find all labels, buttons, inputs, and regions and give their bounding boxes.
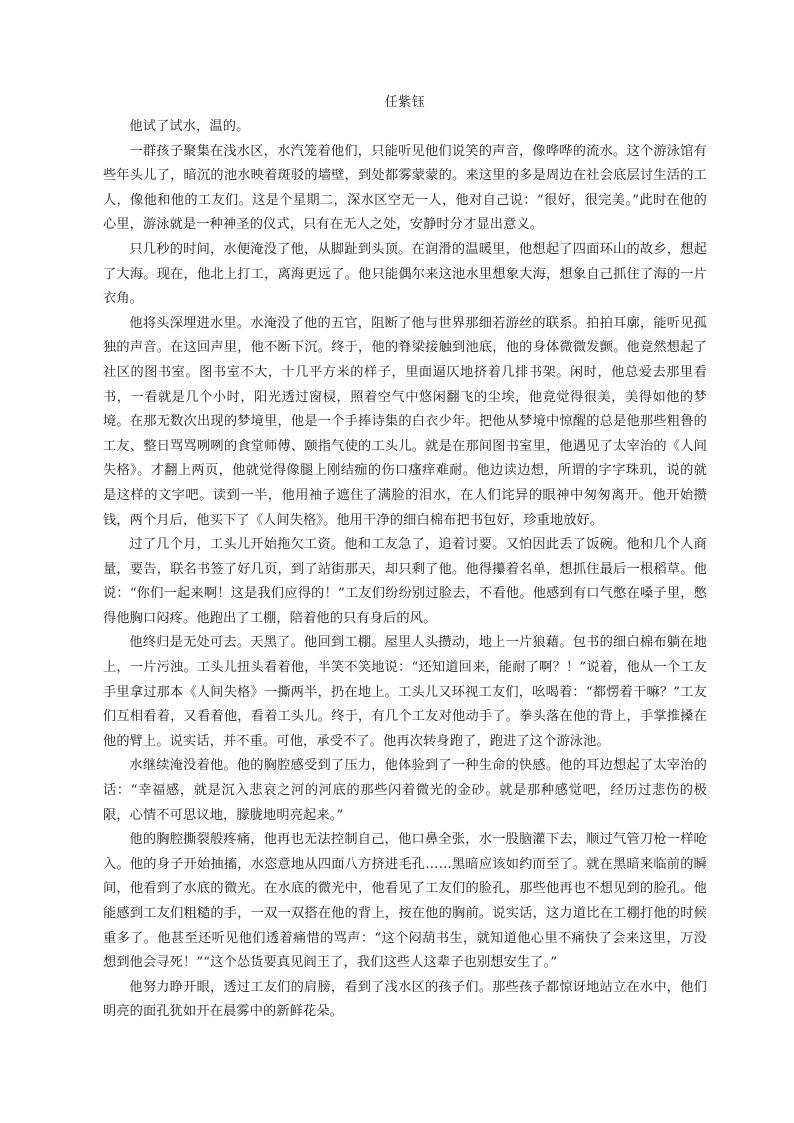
article-body (103, 93, 707, 1025)
paragraph-4: 他将头深埋进水里。水淹没了他的五官，阻断了他与世界那细若游丝的联系。拍拍耳廓，能听见孤独的声音。在这回声里，他不断下沉。终于，他的脊梁接触到池底，他的身体微微发颤。他竟然想起了社区的图书室。图书室不大，十几平方米的样子，里面逼仄地挤着几排书架。闲时，他总爱去那里看书，一看就是几个小时，阳光透过窗棂，照着空气中悠闲翻飞的尘埃，他竟觉得很美，美得如他的梦境。在那无数次出现的梦境里，他是一个手捧诗集的白衣少年。把他从梦境中惊醒的总是他那些粗鲁的工友、整日骂骂咧咧的食堂师傅、颐指气使的工头儿。就是在那间图书室里，他遇见了太宰治的《人间失格》。才翻上两页，他就觉得像腿上刚结痂的伤口瘙痒难耐。他边读边想，所谓的字字珠玑，说的就是这样的文字吧。读到一半，他用袖子遮住了满脸的泪水，在人们诧异的眼神中匆匆离开。他开始攒钱，两个月后，他买下了《人间失格》。他用干净的细白棉布把书包好，珍重地放好。 (103, 315, 707, 528)
paragraph-6: 他终归是无处可去。天黑了。他回到工棚。屋里人头攒动，地上一片狼藉。包书的细白棉布躺在地上，一片污浊。工头儿扭头看着他，半笑不笑地说：“还知道回来，能耐了啊？！”说着，他从一个工友手里拿过那本《人间失格》一撕两半，扔在地上。工头儿又环视工友们，吆喝着：“都愣着干嘛？”工友们互相看着，又看着他，看着工头儿。终于，有几个工友对他动手了。拳头落在他的背上，手掌推搡在他的臂上。说实话，并不重。可他，承受不了。他再次转身跑了，跑进了这个游泳池。 (103, 635, 707, 749)
author-name: 任紫钰 (384, 95, 426, 110)
paragraph-2: 一群孩子聚集在浅水区，水汽笼着他们，只能听见他们说笑的声音，像哗哗的流水。这个游泳馆有些年头儿了，暗沉的池水映着斑驳的墙壁，到处都雾蒙蒙的。来这里的多是周边在社会底层讨生活的工人，像他和他的工友们。这是个星期二，深水区空无一人，他对自己说：“很好，很完美。”此时在他的心里，游泳就是一种神圣的仪式，只有在无人之处，安静时分才显出意义。 (103, 143, 707, 233)
paragraph-1: 他试了试水，温的。 (129, 119, 250, 134)
paragraph-7: 水继续淹没着他。他的胸腔感受到了压力，他体验到了一种生命的快感。他的耳边想起了太宰治的话：“幸福感，就是沉入悲哀之河的河底的那些闪着微光的金砂。就是那种感觉吧，经历过悲伤的极限，心情不可思议地，朦胧地明亮起来。” (103, 758, 707, 823)
paragraph-3: 只几秒的时间，水便淹没了他，从脚趾到头顶。在润滑的温暖里，他想起了四面环山的故乡，想起了大海。现在，他北上打工，离海更远了。他只能偶尔来这池水里想象大海，想象自己抓住了海的一片衣角。 (103, 241, 707, 307)
paragraph-8: 他的胸腔撕裂般疼痛，他再也无法控制自己，他口鼻全张，水一股脑灌下去，顺过气管刀枪一样呛入。他的身子开始抽搐，水恣意地从四面八方挤进毛孔……黑暗应该如约而至了。就在黑暗来临前的瞬间，他看到了水底的微光。在水底的微光中，他看见了工友们的脸孔，那些他再也不想见到的脸孔。他能感到工友们粗糙的手，一双一双搭在他的背上，按在他的胸前。说实话，这力道比在工棚打他的时候重多了。他甚至还听见他们透着痛惜的骂声：“这个闷葫书生，就知道他心里不痛快了会来这里，万没想到他会寻死！”“这个怂货要真见阎王了，我们这些人这辈子也别想安生了。” (103, 832, 707, 971)
paragraph-9: 他努力睁开眼，透过工友们的肩膀，看到了浅水区的孩子们。那些孩子都惊讶地站立在水中，他们明亮的面孔犹如开在晨雾中的新鲜花朵。 (103, 979, 707, 1020)
paragraph-5: 过了几个月，工头儿开始拖欠工资。他和工友急了，追着讨要。又怕因此丢了饭碗。他和几个人商量，要告，联名书签了好几页，到了站街那天，却只剩了他。他得攥着名单，想抓住最后一根稻草。他说：“你们一起来啊！这是我们应得的！”工友们纷纷别过脸去，不看他。他感到有口气憋在嗓子里，憋得他胸口闷疼。他跑出了工棚，陪着他的只有身后的风。 (103, 537, 707, 626)
